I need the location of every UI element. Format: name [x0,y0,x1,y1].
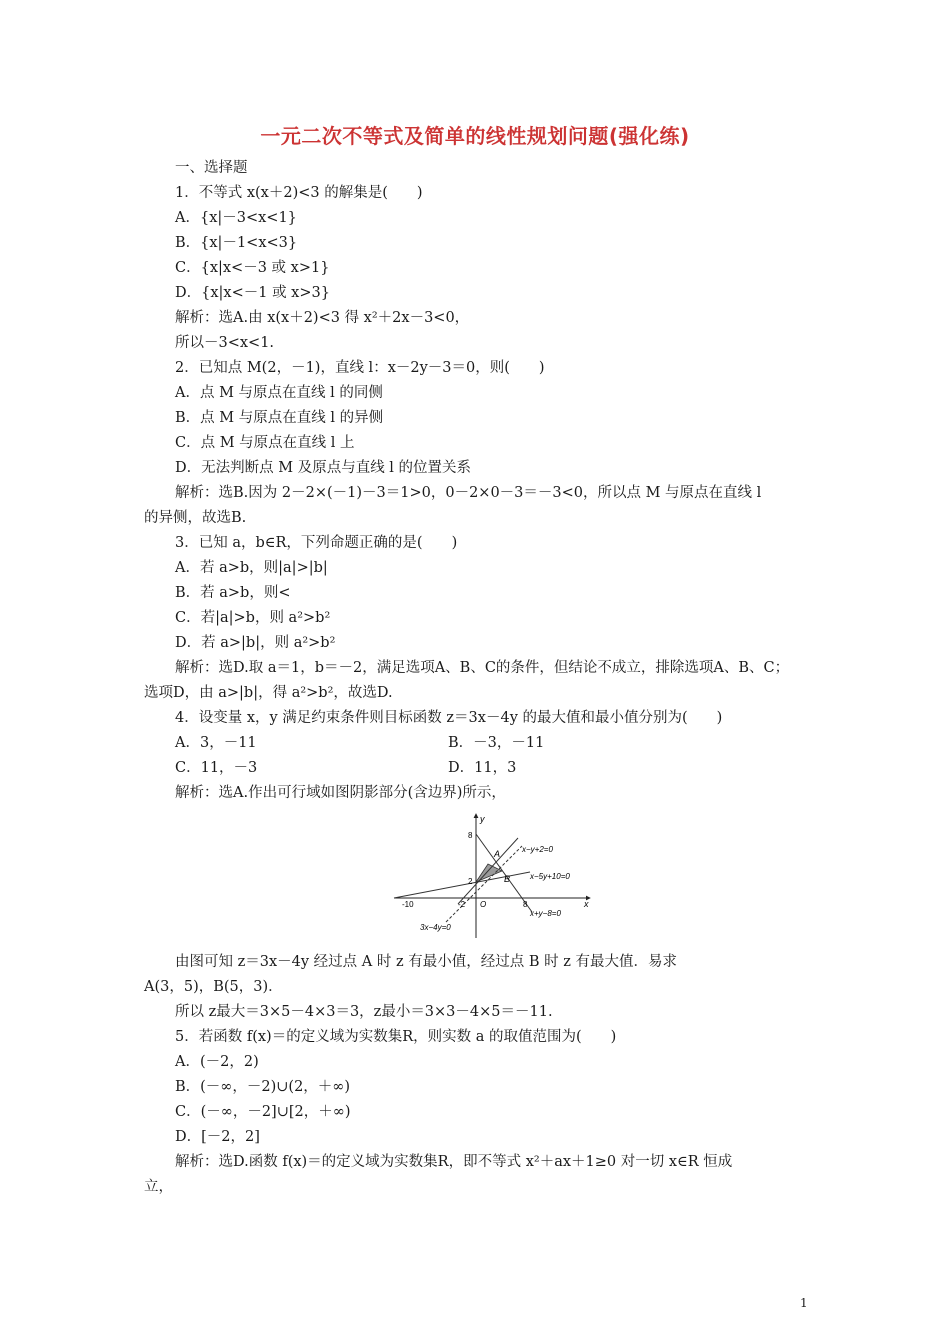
feasible-region-figure [390,810,600,940]
q4-option-c: C．11，－3 [175,760,258,776]
line-3x-4y [446,846,522,922]
q1-option-a: A．{x|－3<x<1} [175,210,297,226]
q1-solution: 解析：选A.由 x(x＋2)<3 得 x²＋2x－3<0， [175,310,470,326]
q4-solution: 解析：选A.作出可行域如图阴影部分(含边界)所示， [175,785,506,801]
q1-solution-cont: 所以－3<x<1. [175,335,275,351]
line-x-y-2 [458,838,518,904]
question-2: 2．已知点 M(2，－1)，直线 l：x－2y－3＝0，则( ) [175,360,545,376]
line-label-x-5y-10: x−5y+10=0 [530,872,570,881]
q4-option-a: A．3，－11 [175,735,257,751]
q4-solution-points: A(3，5)，B(5，3)． [144,979,283,995]
q5-option-b: B．(－∞，－2)∪(2，＋∞) [175,1079,351,1095]
q3-solution: 解析：选D.取 a＝1，b＝－2，满足选项A、B、C的条件，但结论不成立，排除选项A、B、C； [175,660,790,676]
q1-option-b: B．{x|－1<x<3} [175,235,298,251]
q3-option-d: D．若 a>|b|，则 a²>b² [175,635,336,651]
q2-option-c: C．点 M 与原点在直线 l 上 [175,435,355,451]
question-4: 4．设变量 x，y 满足约束条件则目标函数 z＝3x－4y 的最大值和最小值分别为( ) [175,710,723,726]
tick-label-8: 8 [468,831,473,840]
y-axis-label: y [480,814,485,824]
q5-solution: 解析：选D.函数 f(x)＝的定义域为实数集R，即不等式 x²＋ax＋1≥0 对一切 x∈R 恒成 [175,1154,733,1170]
line-label-x-y-2: x−y+2=0 [522,845,553,854]
q4-option-d: D．11，3 [448,760,517,776]
q2-solution-cont: 的异侧，故选B. [144,510,247,526]
q5-option-c: C．(－∞，－2]∪[2，＋∞) [175,1104,351,1120]
q3-solution-cont: 选项D，由 a>|b|，得 a²>b²，故选D. [144,685,393,701]
point-a-label: A [494,849,501,859]
q3-option-a: A．若 a>b，则|a|>|b| [175,560,328,576]
tick-label-neg10: -10 [402,900,414,909]
point-b-label: B [504,874,511,884]
q5-option-d: D．[－2，2] [175,1129,260,1145]
q1-option-d: D．{x|x<－1 或 x>3} [175,285,330,301]
origin-label: O [480,900,487,909]
question-5: 5．若函数 f(x)＝的定义域为实数集R，则实数 a 的取值范围为( ) [175,1029,617,1045]
tick-label-8-x: 8 [523,900,528,909]
q2-option-a: A．点 M 与原点在直线 l 的同侧 [175,385,383,401]
q5-solution-cont: 立， [144,1179,173,1195]
line-label-x-y-8: x+y−8=0 [530,909,561,918]
q4-option-b: B．－3，－11 [448,735,545,751]
q2-option-d: D．无法判断点 M 及原点与直线 l 的位置关系 [175,460,472,476]
page-number: 1 [800,1296,808,1310]
q4-solution-values: 所以 z最大＝3×5－4×3＝3，z最小＝3×3－4×5＝－11. [175,1004,553,1020]
q3-option-c: C．若|a|>b，则 a²>b² [175,610,331,626]
x-axis-label: x [584,899,589,909]
tick-label-2: 2 [468,877,473,886]
section-heading: 一、选择题 [175,160,248,176]
page-title: 一元二次不等式及简单的线性规划问题(强化练) [260,124,690,148]
question-1: 1．不等式 x(x＋2)<3 的解集是( ) [175,185,423,201]
question-3: 3．已知 a，b∈R，下列命题正确的是( ) [175,535,458,551]
tick-label-neg2: -2 [458,900,466,909]
q2-option-b: B．点 M 与原点在直线 l 的异侧 [175,410,384,426]
q5-option-a: A．(－2，2) [175,1054,259,1070]
q3-option-b: B．若 a>b，则< [175,585,291,601]
line-label-3x-4y: 3x−4y=0 [420,923,451,932]
q2-solution: 解析：选B.因为 2－2×(－1)－3＝1>0，0－2×0－3＝－3<0，所以点 M 与原点在直线 l [175,485,762,501]
q1-option-c: C．{x|x<－3 或 x>1} [175,260,330,276]
q4-solution-cont: 由图可知 z＝3x－4y 经过点 A 时 z 有最小值，经过点 B 时 z 有最大值．易求 [175,954,677,970]
